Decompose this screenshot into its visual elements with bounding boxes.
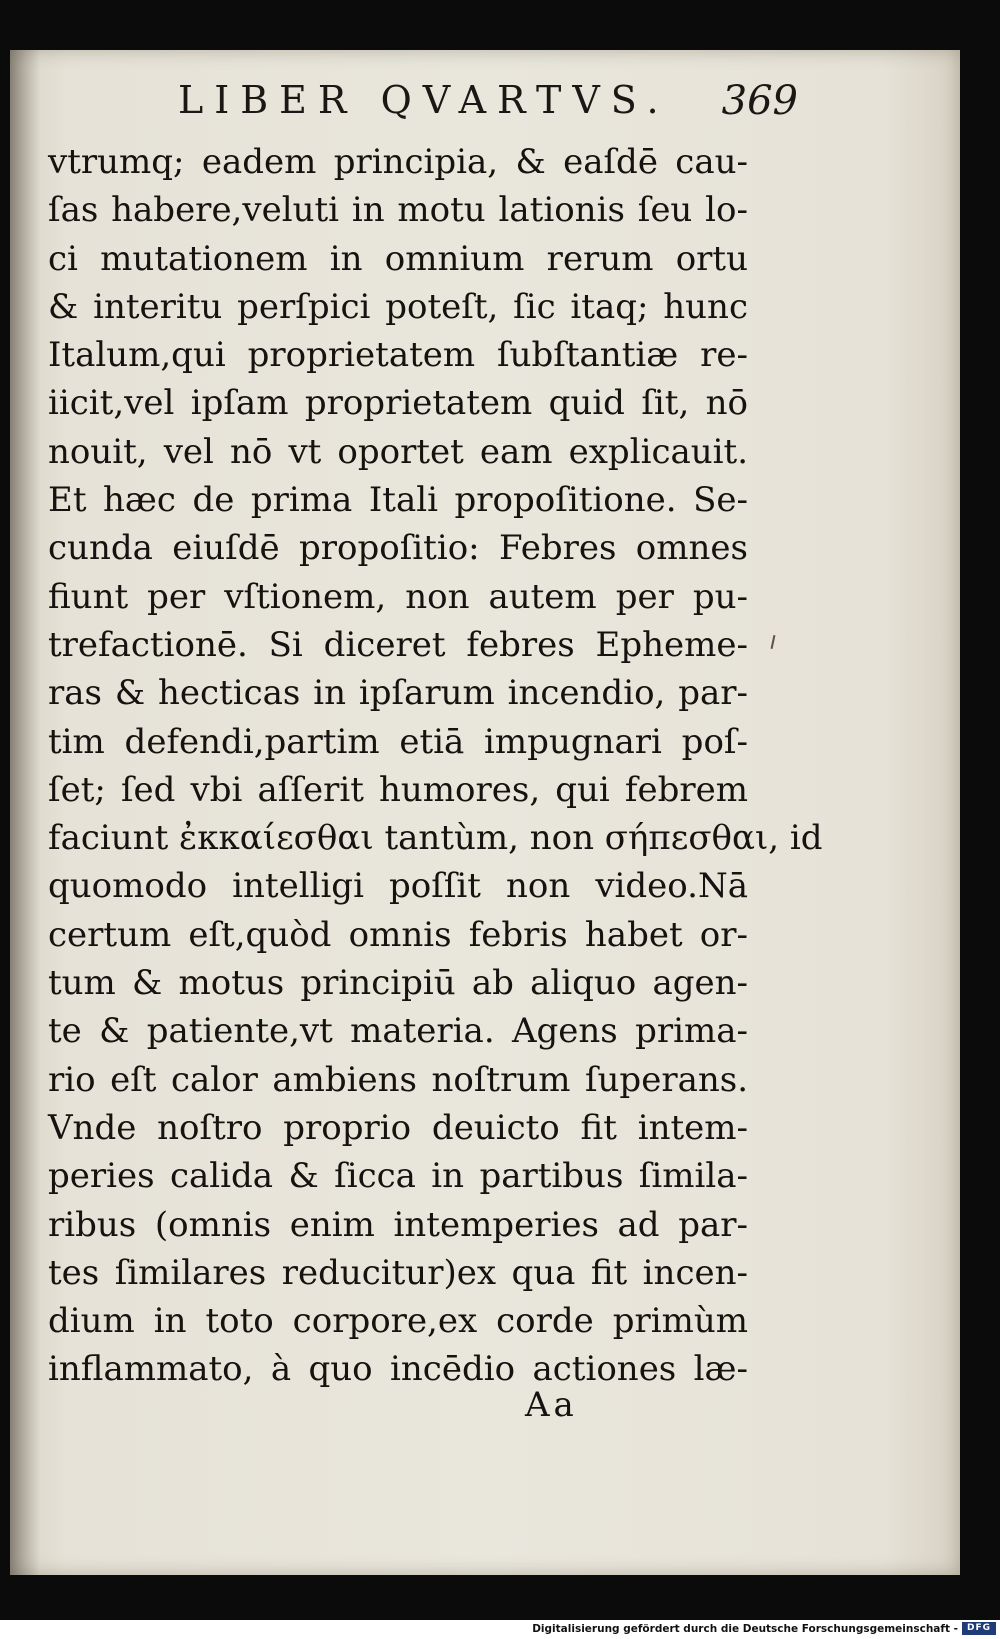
- text-line: ſas habere,veluti in motu lationis ſeu lo-: [48, 190, 748, 231]
- text-line: Italum,qui proprietatem ſubſtantiæ re-: [48, 335, 748, 376]
- gutter-shadow: [10, 50, 40, 1575]
- funding-credit: Digitalisierung gefördert durch die Deutsche Forschungsgemeinschaft -: [532, 1623, 958, 1635]
- text-line: cunda eiuſdē propoſitio: Febres omnes: [48, 528, 748, 569]
- text-line: iicit,vel ipſam proprietatem quid ſit, nō: [48, 383, 748, 424]
- text-line: certum eſt,quòd omnis febris habet or-: [48, 914, 748, 955]
- text-line: faciunt ἐκκαίεσθαι tantùm, non σήπεσθαι, id: [48, 818, 823, 859]
- text-line: ras & hecticas in ipſarum incendio, par-: [48, 673, 748, 714]
- text-line: tim defendi,partim etiā impugnari poſ-: [48, 721, 748, 762]
- text-line: tes ſimilares reducitur)ex qua fit incen-: [48, 1252, 748, 1293]
- text-line: tum & motus principiū ab aliquo agen-: [48, 963, 748, 1004]
- margin-mark: [771, 635, 776, 649]
- text-line: vtrumq; eadem principia, & eaſdē cau-: [48, 142, 748, 182]
- text-line: trefactionē. Si diceret febres Epheme-: [48, 624, 748, 665]
- page-header: [178, 72, 798, 132]
- text-line: rio eſt calor ambiens noſtrum ſuperans.: [48, 1059, 748, 1100]
- page-number: 369: [721, 78, 798, 124]
- running-title: LIBER QVARTVS.: [178, 78, 670, 122]
- text-line: te & patiente,vt materia. Agens prima-: [48, 1011, 748, 1052]
- text-line: Et hæc de prima Itali propoſitione. Se-: [48, 480, 748, 521]
- text-line: inflammato, à quo incēdio actiones læ-: [48, 1349, 748, 1390]
- text-line: Vnde noſtro proprio deuicto fit intem-: [48, 1107, 748, 1148]
- text-line: dium in toto corpore,ex corde primùm: [48, 1301, 748, 1342]
- signature-mark: Aa: [525, 1385, 578, 1425]
- text-line: quomodo intelligi poſſit non video.Nā: [48, 866, 748, 907]
- book-page: [10, 50, 960, 1575]
- text-line: peries calida & ſicca in partibus ſimila-: [48, 1156, 748, 1197]
- text-line: ci mutationem in omnium rerum ortu: [48, 238, 748, 279]
- text-line: ſet; ſed vbi aſſerit humores, qui febrem: [48, 769, 748, 810]
- text-line: ribus (omnis enim intemperies ad par-: [48, 1204, 748, 1245]
- text-line: nouit, vel nō vt oportet eam explicauit.: [48, 431, 748, 472]
- body-text: [48, 138, 823, 1394]
- text-line: fiunt per vſtionem, non autem per pu-: [48, 576, 748, 617]
- dfg-logo-icon: DFG: [962, 1622, 996, 1635]
- text-line: & interitu perſpici poteſt, ſic itaq; hunc: [48, 286, 748, 327]
